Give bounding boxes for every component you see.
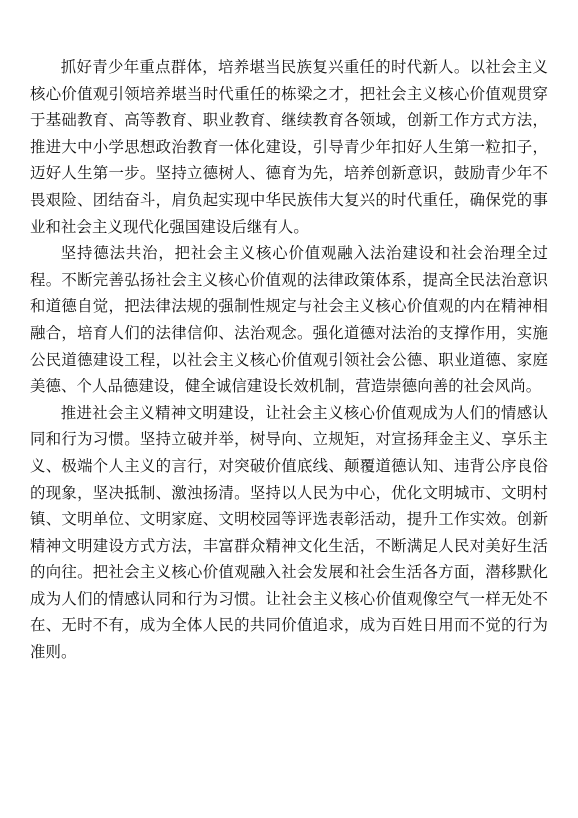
- document-body: [30, 54, 548, 666]
- paragraph-spiritual-civilization: 推进社会主义精神文明建设，让社会主义核心价值观成为人们的情感认同和行为习惯。坚持立破并举，树导向、立规矩，对宣扬拜金主义、享乐主义、极端个人主义的言行，对突破价值底线、颠覆道德认知、违背公序良俗的现象，坚决抵制、激浊扬清。坚持以人民为中心，优化文明城市、文明村镇、文明单位、文明家庭、文明校园等评选表彰活动，提升工作实效。创新精神文明建设方式方法，丰富群众精神文化生活，不断满足人民对美好生活的向往。把社会主义核心价值观融入社会发展和社会生活各方面，潜移默化成为人们的情感认同和行为习惯。让社会主义核心价值观像空气一样无处不在、无时不有，成为全体人民的共同价值追求，成为百姓日用而不觉的行为准则。: [30, 403, 548, 662]
- paragraph-youth-cultivation: 抓好青少年重点群体，培养堪当民族复兴重任的时代新人。以社会主义核心价值观引领培养堪当时代重任的栋梁之才，把社会主义核心价值观贯穿于基础教育、高等教育、职业教育、继续教育各领域，创新工作方式方法，推进大中小学思想政治教育一体化建设，引导青少年扣好人生第一粒扣子，迈好人生第一步。坚持立德树人、德育为先，培养创新意识，鼓励青少年不畏艰险、团结奋斗，肩负起实现中华民族伟大复兴的时代重任，确保党的事业和社会主义现代化强国建设后继有人。: [30, 58, 548, 236]
- paragraph-rule-of-law-and-virtue: 坚持德法共治，把社会主义核心价值观融入法治建设和社会治理全过程。不断完善弘扬社会主义核心价值观的法律政策体系，提高全民法治意识和道德自觉，把法律法规的强制性规定与社会主义核心价值观的内在精神相融合，培育人们的法律信仰、法治观念。强化道德对法治的支撑作用，实施公民道德建设工程，以社会主义核心价值观引领社会公德、职业道德、家庭美德、个人品德建设，健全诚信建设长效机制，营造崇德向善的社会风尚。: [30, 244, 548, 396]
